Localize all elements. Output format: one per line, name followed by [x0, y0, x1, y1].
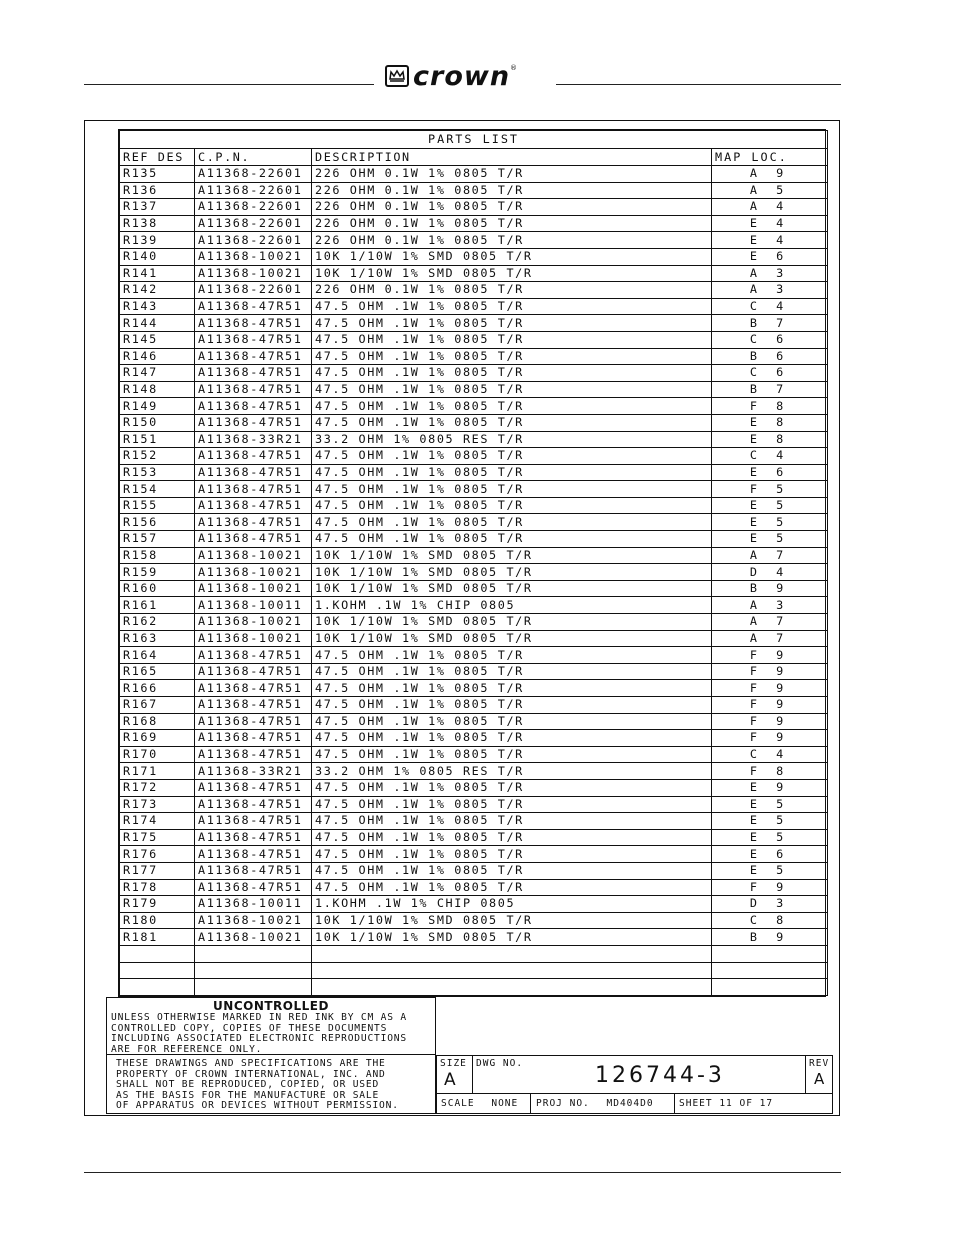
size-cell — [437, 1056, 473, 1094]
cell-ref-des: R159 — [120, 564, 195, 581]
cell-description: 10K 1/10W 1% SMD 0805 T/R — [312, 547, 712, 564]
size-label: SIZE — [440, 1058, 467, 1069]
cell-description: 10K 1/10W 1% SMD 0805 T/R — [312, 580, 712, 597]
cell-ref-des: R167 — [120, 697, 195, 714]
cell-cpn: A11368-47R51 — [195, 647, 312, 664]
footer-rule — [84, 1172, 841, 1173]
cell-cpn: A11368-10011 — [195, 896, 312, 913]
cell-description: 226 OHM 0.1W 1% 0805 T/R — [312, 282, 712, 299]
cell-map-loc: C 4 — [712, 746, 828, 763]
cell-ref-des: R162 — [120, 614, 195, 631]
table-row — [120, 464, 828, 481]
crown-logo — [385, 62, 555, 90]
cell-ref-des: R163 — [120, 630, 195, 647]
empty-cell — [712, 979, 828, 996]
cell-cpn: A11368-47R51 — [195, 448, 312, 465]
cell-description: 47.5 OHM .1W 1% 0805 T/R — [312, 730, 712, 747]
cell-map-loc: F 5 — [712, 481, 828, 498]
cell-description: 47.5 OHM .1W 1% 0805 T/R — [312, 448, 712, 465]
cell-ref-des: R154 — [120, 481, 195, 498]
empty-cell — [712, 962, 828, 979]
cell-ref-des: R148 — [120, 381, 195, 398]
cell-ref-des: R144 — [120, 315, 195, 332]
table-row — [120, 381, 828, 398]
cell-map-loc: A 5 — [712, 182, 828, 199]
cell-map-loc: E 4 — [712, 232, 828, 249]
cell-map-loc: E 5 — [712, 862, 828, 879]
cell-map-loc: F 9 — [712, 730, 828, 747]
cell-cpn: A11368-47R51 — [195, 713, 312, 730]
uncontrolled-line: ARE FOR REFERENCE ONLY. — [111, 1043, 263, 1055]
cell-description: 47.5 OHM .1W 1% 0805 T/R — [312, 647, 712, 664]
table-row — [120, 547, 828, 564]
dwg-cell — [473, 1056, 806, 1094]
table-row — [120, 182, 828, 199]
cell-cpn: A11368-47R51 — [195, 315, 312, 332]
cell-ref-des: R158 — [120, 547, 195, 564]
cell-map-loc: B 7 — [712, 381, 828, 398]
cell-cpn: A11368-47R51 — [195, 862, 312, 879]
table-row — [120, 531, 828, 548]
cell-map-loc: C 4 — [712, 448, 828, 465]
sheet-text: SHEET 11 OF 17 — [679, 1098, 774, 1109]
cell-map-loc: F 8 — [712, 763, 828, 780]
cell-cpn: A11368-47R51 — [195, 829, 312, 846]
cell-description: 47.5 OHM .1W 1% 0805 T/R — [312, 398, 712, 415]
parts-list — [118, 129, 826, 997]
property-line: OF APPARATUS OR DEVICES WITHOUT PERMISSION. — [116, 1100, 399, 1112]
cell-description: 47.5 OHM .1W 1% 0805 T/R — [312, 348, 712, 365]
cell-cpn: A11368-33R21 — [195, 763, 312, 780]
cell-cpn: A11368-47R51 — [195, 879, 312, 896]
cell-ref-des: R142 — [120, 282, 195, 299]
cell-map-loc: E 5 — [712, 497, 828, 514]
cell-ref-des: R152 — [120, 448, 195, 465]
empty-cell — [120, 962, 195, 979]
cell-ref-des: R157 — [120, 531, 195, 548]
brand-wordmark: crown — [413, 60, 511, 92]
cell-map-loc: F 9 — [712, 663, 828, 680]
table-row — [120, 232, 828, 249]
empty-cell — [120, 979, 195, 996]
cell-map-loc: A 4 — [712, 199, 828, 216]
table-row — [120, 580, 828, 597]
cell-map-loc: E 9 — [712, 779, 828, 796]
cell-map-loc: E 5 — [712, 531, 828, 548]
cell-ref-des: R169 — [120, 730, 195, 747]
table-row — [120, 680, 828, 697]
cell-ref-des: R155 — [120, 497, 195, 514]
cell-cpn: A11368-10021 — [195, 564, 312, 581]
table-row — [120, 846, 828, 863]
table-row — [120, 564, 828, 581]
cell-map-loc: A 7 — [712, 614, 828, 631]
table-row — [120, 414, 828, 431]
cell-description: 47.5 OHM .1W 1% 0805 T/R — [312, 879, 712, 896]
cell-map-loc: E 5 — [712, 829, 828, 846]
cell-description: 47.5 OHM .1W 1% 0805 T/R — [312, 746, 712, 763]
table-row — [120, 199, 828, 216]
cell-ref-des: R164 — [120, 647, 195, 664]
table-row — [120, 779, 828, 796]
table-row — [120, 348, 828, 365]
table-row — [120, 282, 828, 299]
cell-cpn: A11368-47R51 — [195, 663, 312, 680]
cell-description: 10K 1/10W 1% SMD 0805 T/R — [312, 248, 712, 265]
cell-cpn: A11368-10021 — [195, 630, 312, 647]
cell-ref-des: R181 — [120, 929, 195, 946]
cell-cpn: A11368-47R51 — [195, 481, 312, 498]
cell-ref-des: R147 — [120, 365, 195, 382]
cell-description: 47.5 OHM .1W 1% 0805 T/R — [312, 531, 712, 548]
registered-mark: ® — [510, 64, 518, 72]
cell-cpn: A11368-22601 — [195, 182, 312, 199]
cell-map-loc: E 6 — [712, 846, 828, 863]
cell-ref-des: R160 — [120, 580, 195, 597]
cell-cpn: A11368-22601 — [195, 282, 312, 299]
cell-ref-des: R171 — [120, 763, 195, 780]
cell-map-loc: F 9 — [712, 647, 828, 664]
cell-ref-des: R175 — [120, 829, 195, 846]
cell-ref-des: R156 — [120, 514, 195, 531]
cell-map-loc: A 3 — [712, 265, 828, 282]
cell-map-loc: D 4 — [712, 564, 828, 581]
table-row — [120, 862, 828, 879]
cell-cpn: A11368-47R51 — [195, 398, 312, 415]
size-value: A — [444, 1070, 457, 1090]
scale-cell — [437, 1094, 531, 1113]
col-header-ref: REF DES — [120, 149, 195, 166]
cell-cpn: A11368-47R51 — [195, 298, 312, 315]
table-row — [120, 365, 828, 382]
table-row — [120, 730, 828, 747]
parts-list-title: PARTS LIST — [120, 131, 828, 149]
cell-map-loc: F 9 — [712, 697, 828, 714]
cell-description: 33.2 OHM 1% 0805 RES T/R — [312, 431, 712, 448]
cell-ref-des: R135 — [120, 166, 195, 183]
cell-description: 10K 1/10W 1% SMD 0805 T/R — [312, 912, 712, 929]
cell-map-loc: E 5 — [712, 813, 828, 830]
cell-cpn: A11368-47R51 — [195, 796, 312, 813]
cell-description: 47.5 OHM .1W 1% 0805 T/R — [312, 481, 712, 498]
table-row — [120, 879, 828, 896]
property-notice — [106, 1055, 436, 1114]
table-row — [120, 929, 828, 946]
cell-ref-des: R136 — [120, 182, 195, 199]
proj-cell — [531, 1094, 675, 1113]
cell-ref-des: R146 — [120, 348, 195, 365]
cell-description: 47.5 OHM .1W 1% 0805 T/R — [312, 846, 712, 863]
cell-cpn: A11368-22601 — [195, 166, 312, 183]
dwg-label: DWG NO. — [476, 1058, 524, 1069]
cell-ref-des: R166 — [120, 680, 195, 697]
cell-description: 10K 1/10W 1% SMD 0805 T/R — [312, 630, 712, 647]
cell-map-loc: E 6 — [712, 464, 828, 481]
property-line: PROPERTY OF CROWN INTERNATIONAL, INC. AND — [116, 1068, 386, 1080]
cell-map-loc: B 9 — [712, 580, 828, 597]
cell-ref-des: R161 — [120, 597, 195, 614]
table-row — [120, 514, 828, 531]
cell-ref-des: R149 — [120, 398, 195, 415]
cell-ref-des: R140 — [120, 248, 195, 265]
scale-label: SCALE — [441, 1098, 475, 1109]
cell-ref-des: R173 — [120, 796, 195, 813]
cell-description: 10K 1/10W 1% SMD 0805 T/R — [312, 614, 712, 631]
cell-cpn: A11368-47R51 — [195, 348, 312, 365]
header-rule-left — [84, 84, 374, 85]
col-header-desc: DESCRIPTION — [312, 149, 712, 166]
cell-cpn: A11368-47R51 — [195, 414, 312, 431]
cell-description: 47.5 OHM .1W 1% 0805 T/R — [312, 365, 712, 382]
empty-cell — [195, 945, 312, 962]
cell-cpn: A11368-47R51 — [195, 813, 312, 830]
cell-description: 47.5 OHM .1W 1% 0805 T/R — [312, 514, 712, 531]
table-row — [120, 896, 828, 913]
empty-cell — [195, 979, 312, 996]
proj-value: MD404D0 — [606, 1098, 654, 1109]
cell-description: 47.5 OHM .1W 1% 0805 T/R — [312, 680, 712, 697]
cell-cpn: A11368-47R51 — [195, 746, 312, 763]
table-row — [120, 713, 828, 730]
cell-description: 1.KOHM .1W 1% CHIP 0805 — [312, 896, 712, 913]
cell-ref-des: R180 — [120, 912, 195, 929]
cell-map-loc: E 4 — [712, 215, 828, 232]
cell-map-loc: B 7 — [712, 315, 828, 332]
empty-cell — [712, 945, 828, 962]
cell-ref-des: R141 — [120, 265, 195, 282]
cell-map-loc: E 8 — [712, 414, 828, 431]
cell-description: 10K 1/10W 1% SMD 0805 T/R — [312, 564, 712, 581]
property-line: THESE DRAWINGS AND SPECIFICATIONS ARE THE — [116, 1058, 386, 1069]
cell-description: 226 OHM 0.1W 1% 0805 T/R — [312, 182, 712, 199]
cell-cpn: A11368-10021 — [195, 614, 312, 631]
table-row — [120, 829, 828, 846]
cell-description: 10K 1/10W 1% SMD 0805 T/R — [312, 265, 712, 282]
cell-map-loc: E 5 — [712, 514, 828, 531]
table-row — [120, 315, 828, 332]
cell-map-loc: F 9 — [712, 680, 828, 697]
empty-cell — [195, 962, 312, 979]
cell-description: 226 OHM 0.1W 1% 0805 T/R — [312, 166, 712, 183]
table-row — [120, 697, 828, 714]
table-row — [120, 614, 828, 631]
cell-cpn: A11368-47R51 — [195, 730, 312, 747]
cell-map-loc: A 7 — [712, 547, 828, 564]
table-row — [120, 248, 828, 265]
property-line: SHALL NOT BE REPRODUCED, COPIED, OR USED — [116, 1079, 380, 1091]
cell-ref-des: R145 — [120, 331, 195, 348]
table-row — [120, 796, 828, 813]
cell-description: 33.2 OHM 1% 0805 RES T/R — [312, 763, 712, 780]
header-rule-right — [556, 84, 841, 85]
cell-description: 226 OHM 0.1W 1% 0805 T/R — [312, 199, 712, 216]
cell-ref-des: R151 — [120, 431, 195, 448]
cell-ref-des: R138 — [120, 215, 195, 232]
parts-table — [119, 130, 828, 996]
title-block — [436, 1055, 833, 1114]
cell-description: 47.5 OHM .1W 1% 0805 T/R — [312, 414, 712, 431]
cell-cpn: A11368-47R51 — [195, 331, 312, 348]
table-row — [120, 215, 828, 232]
empty-cell — [120, 945, 195, 962]
cell-cpn: A11368-22601 — [195, 215, 312, 232]
table-row — [120, 647, 828, 664]
table-row — [120, 497, 828, 514]
cell-ref-des: R165 — [120, 663, 195, 680]
uncontrolled-notice — [106, 997, 436, 1055]
cell-description: 47.5 OHM .1W 1% 0805 T/R — [312, 713, 712, 730]
cell-ref-des: R143 — [120, 298, 195, 315]
table-row — [120, 331, 828, 348]
uncontrolled-line: INCLUDING ASSOCIATED ELECTRONIC REPRODUCTIONS — [111, 1033, 407, 1045]
cell-ref-des: R179 — [120, 896, 195, 913]
cell-cpn: A11368-10021 — [195, 580, 312, 597]
cell-map-loc: E 5 — [712, 796, 828, 813]
empty-row — [120, 962, 828, 979]
scale-value: NONE — [491, 1098, 519, 1109]
cell-map-loc: A 3 — [712, 282, 828, 299]
cell-description: 47.5 OHM .1W 1% 0805 T/R — [312, 464, 712, 481]
cell-description: 226 OHM 0.1W 1% 0805 T/R — [312, 232, 712, 249]
cell-description: 47.5 OHM .1W 1% 0805 T/R — [312, 381, 712, 398]
col-header-map: MAP LOC. — [712, 149, 828, 166]
drawing-number: 126744-3 — [595, 1063, 725, 1088]
cell-ref-des: R178 — [120, 879, 195, 896]
cell-ref-des: R174 — [120, 813, 195, 830]
cell-map-loc: A 9 — [712, 166, 828, 183]
uncontrolled-line: UNLESS OTHERWISE MARKED IN RED INK BY CM AS A — [111, 1012, 407, 1023]
cell-cpn: A11368-10021 — [195, 547, 312, 564]
rev-value: A — [814, 1070, 826, 1088]
empty-cell — [312, 945, 712, 962]
cell-map-loc: C 8 — [712, 912, 828, 929]
cell-description: 47.5 OHM .1W 1% 0805 T/R — [312, 663, 712, 680]
table-row — [120, 481, 828, 498]
cell-ref-des: R153 — [120, 464, 195, 481]
cell-cpn: A11368-47R51 — [195, 697, 312, 714]
cell-ref-des: R177 — [120, 862, 195, 879]
cell-description: 47.5 OHM .1W 1% 0805 T/R — [312, 796, 712, 813]
col-header-cpn: C.P.N. — [195, 149, 312, 166]
cell-map-loc: A 3 — [712, 597, 828, 614]
table-row — [120, 746, 828, 763]
sheet-cell — [675, 1094, 832, 1113]
cell-cpn: A11368-10021 — [195, 265, 312, 282]
table-row — [120, 813, 828, 830]
empty-cell — [312, 962, 712, 979]
rev-label: REV — [809, 1058, 830, 1069]
empty-cell — [312, 979, 712, 996]
proj-label: PROJ NO. — [536, 1098, 590, 1109]
cell-cpn: A11368-47R51 — [195, 381, 312, 398]
table-row — [120, 448, 828, 465]
rev-cell — [806, 1056, 832, 1094]
cell-description: 47.5 OHM .1W 1% 0805 T/R — [312, 497, 712, 514]
uncontrolled-title: UNCONTROLLED — [213, 999, 329, 1013]
table-row — [120, 431, 828, 448]
cell-cpn: A11368-47R51 — [195, 779, 312, 796]
cell-ref-des: R170 — [120, 746, 195, 763]
cell-map-loc: A 7 — [712, 630, 828, 647]
table-row — [120, 763, 828, 780]
cell-description: 47.5 OHM .1W 1% 0805 T/R — [312, 813, 712, 830]
cell-map-loc: B 6 — [712, 348, 828, 365]
cell-cpn: A11368-10021 — [195, 929, 312, 946]
cell-cpn: A11368-10021 — [195, 912, 312, 929]
uncontrolled-line: CONTROLLED COPY, COPIES OF THESE DOCUMENTS — [111, 1022, 388, 1034]
table-row — [120, 166, 828, 183]
table-row — [120, 298, 828, 315]
cell-ref-des: R139 — [120, 232, 195, 249]
cell-map-loc: F 9 — [712, 879, 828, 896]
table-header-row — [120, 149, 828, 166]
cell-description: 10K 1/10W 1% SMD 0805 T/R — [312, 929, 712, 946]
cell-cpn: A11368-10021 — [195, 248, 312, 265]
cell-map-loc: C 4 — [712, 298, 828, 315]
cell-ref-des: R172 — [120, 779, 195, 796]
cell-cpn: A11368-47R51 — [195, 464, 312, 481]
cell-map-loc: C 6 — [712, 331, 828, 348]
cell-cpn: A11368-47R51 — [195, 680, 312, 697]
cell-description: 47.5 OHM .1W 1% 0805 T/R — [312, 315, 712, 332]
cell-description: 47.5 OHM .1W 1% 0805 T/R — [312, 331, 712, 348]
cell-cpn: A11368-10011 — [195, 597, 312, 614]
table-row — [120, 597, 828, 614]
table-row — [120, 398, 828, 415]
cell-map-loc: B 9 — [712, 929, 828, 946]
empty-row — [120, 945, 828, 962]
cell-description: 47.5 OHM .1W 1% 0805 T/R — [312, 862, 712, 879]
cell-description: 47.5 OHM .1W 1% 0805 T/R — [312, 697, 712, 714]
cell-map-loc: E 8 — [712, 431, 828, 448]
cell-cpn: A11368-47R51 — [195, 497, 312, 514]
cell-cpn: A11368-22601 — [195, 199, 312, 216]
cell-map-loc: F 8 — [712, 398, 828, 415]
cell-ref-des: R137 — [120, 199, 195, 216]
cell-description: 47.5 OHM .1W 1% 0805 T/R — [312, 829, 712, 846]
cell-ref-des: R176 — [120, 846, 195, 863]
cell-cpn: A11368-47R51 — [195, 531, 312, 548]
cell-map-loc: F 9 — [712, 713, 828, 730]
cell-ref-des: R168 — [120, 713, 195, 730]
cell-description: 47.5 OHM .1W 1% 0805 T/R — [312, 298, 712, 315]
cell-description: 1.KOHM .1W 1% CHIP 0805 — [312, 597, 712, 614]
table-row — [120, 912, 828, 929]
cell-cpn: A11368-47R51 — [195, 846, 312, 863]
cell-cpn: A11368-47R51 — [195, 514, 312, 531]
cell-map-loc: D 3 — [712, 896, 828, 913]
cell-cpn: A11368-22601 — [195, 232, 312, 249]
table-row — [120, 265, 828, 282]
cell-map-loc: E 6 — [712, 248, 828, 265]
empty-row — [120, 979, 828, 996]
cell-description: 226 OHM 0.1W 1% 0805 T/R — [312, 215, 712, 232]
property-line: AS THE BASIS FOR THE MANUFACTURE OR SALE — [116, 1089, 380, 1101]
cell-cpn: A11368-33R21 — [195, 431, 312, 448]
crown-icon — [385, 65, 409, 87]
cell-description: 47.5 OHM .1W 1% 0805 T/R — [312, 779, 712, 796]
table-row — [120, 663, 828, 680]
cell-ref-des: R150 — [120, 414, 195, 431]
table-row — [120, 630, 828, 647]
cell-cpn: A11368-47R51 — [195, 365, 312, 382]
cell-map-loc: C 6 — [712, 365, 828, 382]
